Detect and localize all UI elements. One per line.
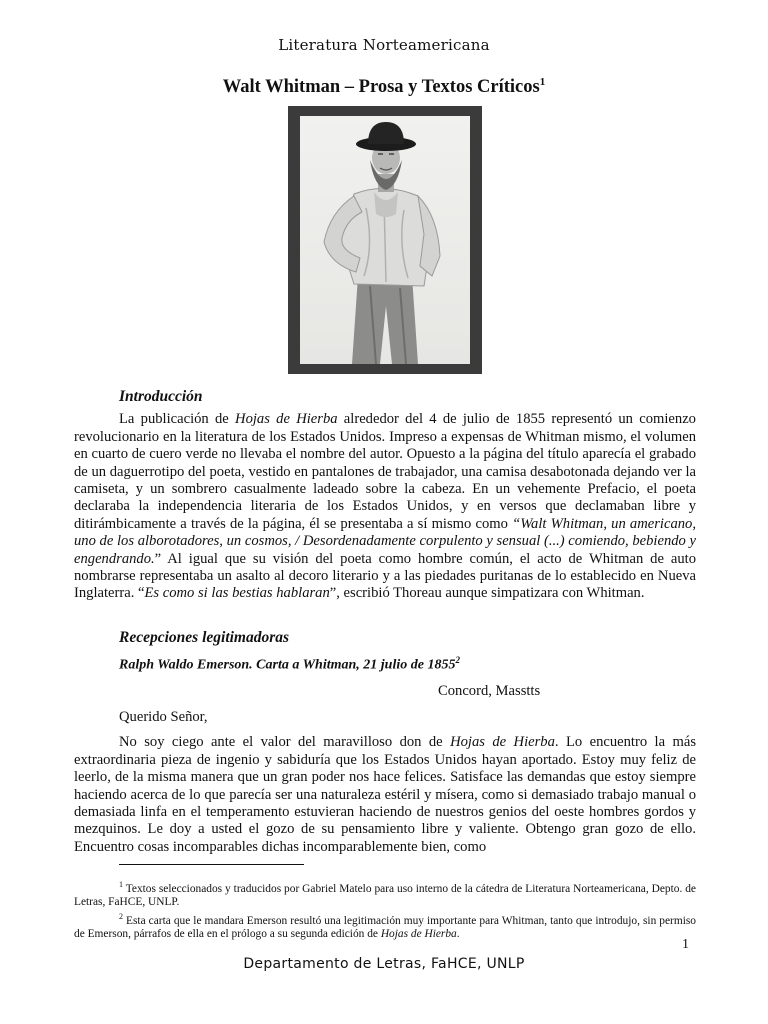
title-text: Walt Whitman – Prosa y Textos Críticos <box>222 77 540 98</box>
letter-text-2: . Lo encuentro la más extraordinaria pieza de ingenio y sabiduría que los Estados Unidos hayan aportado. Estoy muy feliz de leerlo, de la misma manera que un gran poder nos hace felices. Satisface las demandas que estoy siempre haciendo acerca de lo que parecía ser una naturaleza estéril y mísera, como si demasiado trabajo manual o demasiada linfa en el temperamento estuvieran haciendo de nuestros genios del oeste hombres gordos y mezquinos. Le doy a usted el gozo de su pensamiento libre y valiente. Obtengo gran gozo de ello. Encuentro cosas incomparables dichas incomparablemente bien, como <box>74 734 696 855</box>
intro-text-3: ” Al igual que su visión del poeta como hombre común, el acto de Whitman de auto nombrarse representaba un asalto al decoro literario y a las piedades puritanas de lo establecido en Nueva Inglaterra. “ <box>74 550 696 602</box>
footnote-end: . <box>456 928 460 941</box>
section-heading: Recepciones legitimadoras <box>119 629 290 646</box>
letter-text-1: No soy ciego ante el valor del maravilloso don de <box>119 734 451 751</box>
footnote-mark-1: 1 <box>119 880 123 889</box>
receptions-section <box>74 629 696 856</box>
portrait-engraving <box>300 116 470 364</box>
intro-text-2: alrededor del 4 de julio de 1855 representó un comienzo revolucionario en la literatura de los Estados Unidos. Impreso a expensas de Whitman mismo, el volumen en cuarto de cuero verde no llevaba el nombre del autor. Opuesto a la página del título aparecía el grabado de un daguerrotipo del poeta, vestido en pantalones de trabajador, una camisa desabotonada dejando ver la camiseta, y un sombrero casualmente ladeado sobre la cabeza. En un vehemente Prefacio, el poeta declaraba la independencia literaria de los Estados Unidos, y en versos que declamaban libre y ditirámbicamente a través de la página, él se presentaba a sí mismo como <box>74 411 696 532</box>
footnote-text-1: Textos seleccionados y traducidos por Gabriel Matelo para uso interno de la cátedra de Literatura Norteamericana, Depto. de Letras, FaHCE, UNLP. <box>74 882 696 909</box>
footnote-ref-1[interactable]: 1 <box>539 76 546 88</box>
page-number: 1 <box>682 937 689 952</box>
footnote-1 <box>74 878 696 910</box>
whitman-quote-italic: “Walt Whitman, un americano, uno de los alborotadores, un cosmos, / Desordenadamente corpulento y sensual (...) comiendo, bebiendo y engendrando. <box>74 515 696 567</box>
whitman-portrait <box>288 106 482 374</box>
footnote-separator <box>119 864 304 865</box>
footnote-text-2: Esta carta que le mandara Emerson resultó una legitimación muy importante para Whitman, tanto que introdujo, sin permiso de Emerson, párrafos de ella en el prólogo a su segunda edición de <box>74 914 696 941</box>
letter-book-title-italic: Hojas de Hierba <box>450 734 555 751</box>
footnote-mark-2: 2 <box>119 911 123 921</box>
footnote-ref-2[interactable]: 2 <box>455 655 460 666</box>
footnote-2 <box>74 910 696 942</box>
portrait-illustration <box>300 116 470 364</box>
letter-paragraph <box>74 734 696 856</box>
intro-paragraph <box>74 411 696 602</box>
intro-text-1: La publicación de <box>119 411 236 428</box>
running-header: Literatura Norteamericana <box>278 36 490 54</box>
thoreau-quote-italic: Es como si las bestias hablaran <box>144 585 330 602</box>
letter-heading <box>119 652 696 674</box>
intro-section <box>74 388 696 603</box>
footnotes <box>74 878 696 942</box>
intro-heading: Introducción <box>119 388 203 405</box>
footnote-book-title-italic: Hojas de Hierba <box>380 928 457 941</box>
running-footer: Departamento de Letras, FaHCE, UNLP <box>243 956 525 972</box>
page-title <box>0 76 768 98</box>
book-title-italic: Hojas de Hierba <box>235 411 338 428</box>
salutation: Querido Señor, <box>119 708 208 725</box>
letter-place: Concord, Masstts <box>438 683 541 700</box>
intro-text-4: ”, escribió Thoreau aunque simpatizara con Whitman. <box>329 585 645 602</box>
letter-heading-text: Ralph Waldo Emerson. Carta a Whitman, 21 julio de 1855 <box>119 658 456 674</box>
